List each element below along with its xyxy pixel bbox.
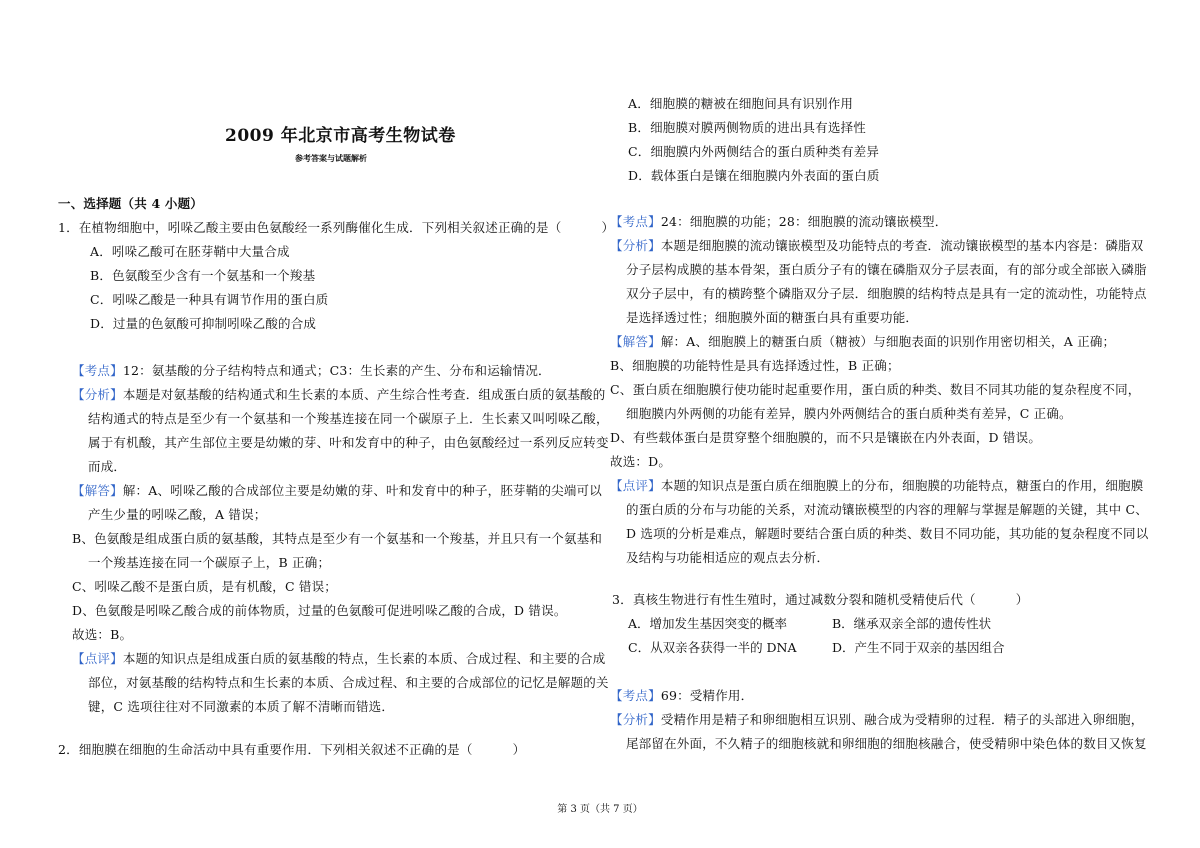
page-footer: 第 3 页（共 7 页） <box>557 804 643 815</box>
kaodian-tag: 【考点】 <box>610 688 661 703</box>
q2-kaodian: 【考点】24：细胞膜的功能；28：细胞膜的流动镶嵌模型． <box>610 214 948 229</box>
q2-dianping-line-3: D 选项的分析是难点，解题时要结合蛋白质的种类、数目不同功能，其功能的复杂程度不同以 <box>626 526 1149 541</box>
dianping-tag: 【点评】 <box>72 651 123 666</box>
q1-fenxi-line-3: 属于有机酸，其产生部位主要是幼嫩的芽、叶和发育中的种子，由色氨酸经过一系列反应转变 <box>88 435 609 450</box>
kaodian-tag: 【考点】 <box>610 214 661 229</box>
q1-kaodian: 【考点】12：氨基酸的分子结构特点和通式；C3：生长素的产生、分布和运输情况． <box>72 363 551 378</box>
jieda-tag: 【解答】 <box>72 483 123 498</box>
q1-fenxi-line-4: 而成． <box>88 459 127 474</box>
q2-jieda-line-3: C、蛋白质在细胞膜行使功能时起重要作用，蛋白质的种类、数目不同其功能的复杂程度不同， <box>610 382 1141 397</box>
q1-option-c: C．吲哚乙酸是一种具有调节作用的蛋白质 <box>90 292 329 307</box>
q2-answer: 故选：D。 <box>610 454 672 469</box>
fenxi-tag: 【分析】 <box>610 238 661 253</box>
q2-fenxi-line-1: 【分析】本题是细胞膜的流动镶嵌模型及功能特点的考查．流动镶嵌模型的基本内容是：磷脂双 <box>610 238 1144 253</box>
q3-fenxi-line-1: 【分析】受精作用是精子和卵细胞相互识别、融合成为受精卵的过程．精子的头部进入卵细胞， <box>610 712 1144 727</box>
q1-jieda-line-3: B、色氨酸是组成蛋白质的氨基酸，其特点是至少有一个氨基和一个羧基，并且只有一个氨基和 <box>72 531 603 546</box>
section-heading: 一、选择题（共 4 小题） <box>58 196 204 211</box>
q2-fenxi-line-2: 分子层构成膜的基本骨架，蛋白质分子有的镶在磷脂双分子层表面，有的部分或全部嵌入磷脂 <box>626 262 1147 277</box>
q3-option-b: B．继承双亲全部的遗传性状 <box>832 616 992 631</box>
dianping-tag: 【点评】 <box>610 478 661 493</box>
q2-option-d: D．载体蛋白是镶在细胞膜内外表面的蛋白质 <box>628 168 880 183</box>
q2-stem: 2．细胞膜在细胞的生命活动中具有重要作用．下列相关叙述不正确的是（ ） <box>58 742 526 757</box>
fenxi-tag: 【分析】 <box>610 712 661 727</box>
q1-jieda-line-4: 一个羧基连接在同一个碳原子上，B 正确； <box>88 555 331 570</box>
q2-fenxi-line-3: 双分子层中，有的横跨整个磷脂双分子层．细胞膜的结构特点是具有一定的流动性，功能特点 <box>626 286 1147 301</box>
q1-fenxi-line-2: 结构通式的特点是至少有一个氨基和一个羧基连接在同一个碳原子上．生长素又叫吲哚乙酸， <box>88 411 609 426</box>
q1-jieda-line-2: 产生少量的吲哚乙酸，A 错误； <box>88 507 267 522</box>
q2-option-a: A．细胞膜的糖被在细胞间具有识别作用 <box>628 96 854 111</box>
q1-option-b: B．色氨酸至少含有一个氨基和一个羧基 <box>90 268 316 283</box>
q1-dianping-line-1: 【点评】本题的知识点是组成蛋白质的氨基酸的特点，生长素的本质、合成过程、和主要的合成 <box>72 651 606 666</box>
q1-dianping-line-2: 部位，对氨基酸的结构特点和生长素的本质、合成过程、和主要的合成部位的记忆是解题的关 <box>88 675 609 690</box>
q3-kaodian: 【考点】69：受精作用． <box>610 688 754 703</box>
q2-option-b: B．细胞膜对膜两侧物质的进出具有选择性 <box>628 120 866 135</box>
q1-option-a: A．吲哚乙酸可在胚芽鞘中大量合成 <box>90 244 290 259</box>
q1-dianping-line-3: 键，C 选项往往对不同激素的本质了解不清晰而错选． <box>88 699 395 714</box>
q1-fenxi-line-1: 【分析】本题是对氨基酸的结构通式和生长素的本质、产生综合性考查．组成蛋白质的氨基酸的 <box>72 387 606 402</box>
q2-jieda-line-1: 【解答】解：A、细胞膜上的糖蛋白质（糖被）与细胞表面的识别作用密切相关，A 正确； <box>610 334 1116 349</box>
q3-fenxi-line-2: 尾部留在外面，不久精子的细胞核就和卵细胞的细胞核融合，使受精卵中染色体的数目又恢复 <box>626 736 1147 751</box>
jieda-tag: 【解答】 <box>610 334 661 349</box>
q2-jieda-line-5: D、有些载体蛋白是贯穿整个细胞膜的，而不只是镶嵌在内外表面，D 错误。 <box>610 430 1042 445</box>
q2-jieda-line-2: B、细胞膜的功能特性是具有选择透过性，B 正确； <box>610 358 900 373</box>
q2-jieda-line-4: 细胞膜内外两侧的功能有差异，膜内外两侧结合的蛋白质种类有差异，C 正确。 <box>626 406 1072 421</box>
kaodian-tag: 【考点】 <box>72 363 123 378</box>
q3-option-d: D．产生不同于双亲的基因组合 <box>832 640 1005 655</box>
q3-stem: 3．真核生物进行有性生殖时，通过减数分裂和随机受精使后代（ ） <box>612 592 1029 607</box>
page-subtitle: 参考答案与试题解析 <box>295 153 367 163</box>
q1-stem: 1．在植物细胞中，吲哚乙酸主要由色氨酸经一系列酶催化生成．下列相关叙述正确的是（ ） <box>58 220 615 235</box>
q2-fenxi-line-4: 是选择透过性；细胞膜外面的糖蛋白具有重要功能． <box>626 310 919 325</box>
q1-option-d: D．过量的色氨酸可抑制吲哚乙酸的合成 <box>90 316 317 331</box>
q2-dianping-line-2: 的蛋白质的分布与功能的关系，对流动镶嵌模型的内容的理解与掌握是解题的关键，其中 C、 <box>626 502 1148 517</box>
q1-jieda-line-6: D、色氨酸是吲哚乙酸合成的前体物质，过量的色氨酸可促进吲哚乙酸的合成，D 错误。 <box>72 603 567 618</box>
q1-jieda-line-5: C、吲哚乙酸不是蛋白质，是有机酸，C 错误； <box>72 579 338 594</box>
fenxi-tag: 【分析】 <box>72 387 123 402</box>
q3-option-a: A．增加发生基因突变的概率 <box>628 616 788 631</box>
q2-dianping-line-4: 及结构与功能相适应的观点去分析． <box>626 550 830 565</box>
q1-answer: 故选：B。 <box>72 627 133 642</box>
q2-option-c: C．细胞膜内外两侧结合的蛋白质种类有差异 <box>628 144 880 159</box>
q3-option-c: C．从双亲各获得一半的 DNA <box>628 640 797 655</box>
q1-jieda-line-1: 【解答】解：A、吲哚乙酸的合成部位主要是幼嫩的芽、叶和发育中的种子，胚芽鞘的尖端可以 <box>72 483 602 498</box>
q2-dianping-line-1: 【点评】本题的知识点是蛋白质在细胞膜上的分布，细胞膜的功能特点，糖蛋白的作用，细胞膜 <box>610 478 1144 493</box>
page-title: 2009 年北京市高考生物试卷 <box>225 126 456 146</box>
